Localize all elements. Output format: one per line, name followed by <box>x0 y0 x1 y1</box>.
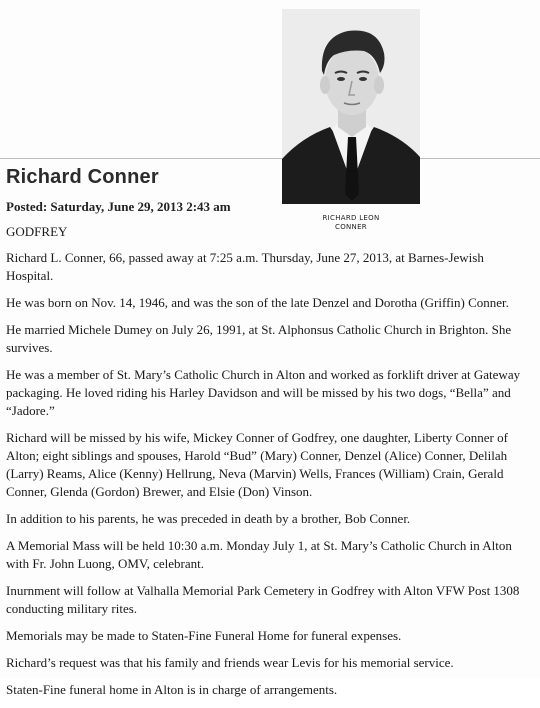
paragraph: Richard’s request was that his family and friends wear Levis for his memorial service. <box>6 655 454 670</box>
obituary-title: Richard Conner <box>6 166 159 188</box>
paragraph: He married Michele Dumey on July 26, 1991, at St. Alphonsus Catholic Church in Brighton. She survives. <box>6 322 512 355</box>
photo-caption-line1: RICHARD LEON <box>322 214 380 222</box>
posted-date: Posted: Saturday, June 29, 2013 2:43 am <box>6 199 231 214</box>
dateline-city: GODFREY <box>6 224 68 239</box>
portrait-photo <box>282 9 420 204</box>
obituary-body <box>6 249 534 708</box>
paragraph: Memorials may be made to Staten-Fine Funeral Home for funeral expenses. <box>6 628 402 643</box>
paragraph: Staten-Fine funeral home in Alton is in charge of arrangements. <box>6 682 338 697</box>
paragraph: Richard L. Conner, 66, passed away at 7:25 a.m. Thursday, June 27, 2013, at Barnes-Jewish Hospital. <box>6 250 484 283</box>
paragraph: Richard will be missed by his wife, Mickey Conner of Godfrey, one daughter, Liberty Conner of Alton; eight siblings and spouses, Harold “Bud” (Mary) Conner, Denzel (Alice) Conner, Delilah (Larry) Reams, Alice (Kenny) Hellrung, Neva (Marvin) Wells, Frances (William) Crain, Gerald Conner, Glenda (Gordon) Brewer, and Elsie (Don) Vinson. <box>6 430 508 499</box>
paragraph: He was a member of St. Mary’s Catholic Church in Alton and worked as forklift driver at Gateway packaging. He loved riding his Harley Davidson and will be missed by his two dogs, “Bella” and “Jadore.” <box>6 367 521 418</box>
paragraph: A Memorial Mass will be held 10:30 a.m. Monday July 1, at St. Mary’s Catholic Church in Alton with Fr. John Luong, OMV, celebrant. <box>6 538 512 571</box>
paragraph: In addition to his parents, he was preceded in death by a brother, Bob Conner. <box>6 511 411 526</box>
photo-caption-line2: CONNER <box>335 223 367 231</box>
header-rule <box>0 158 540 159</box>
paragraph: He was born on Nov. 14, 1946, and was the son of the late Denzel and Dorotha (Griffin) Conner. <box>6 295 509 310</box>
paragraph: Inurnment will follow at Valhalla Memorial Park Cemetery in Godfrey with Alton VFW Post 1308 conducting military rites. <box>6 583 520 616</box>
